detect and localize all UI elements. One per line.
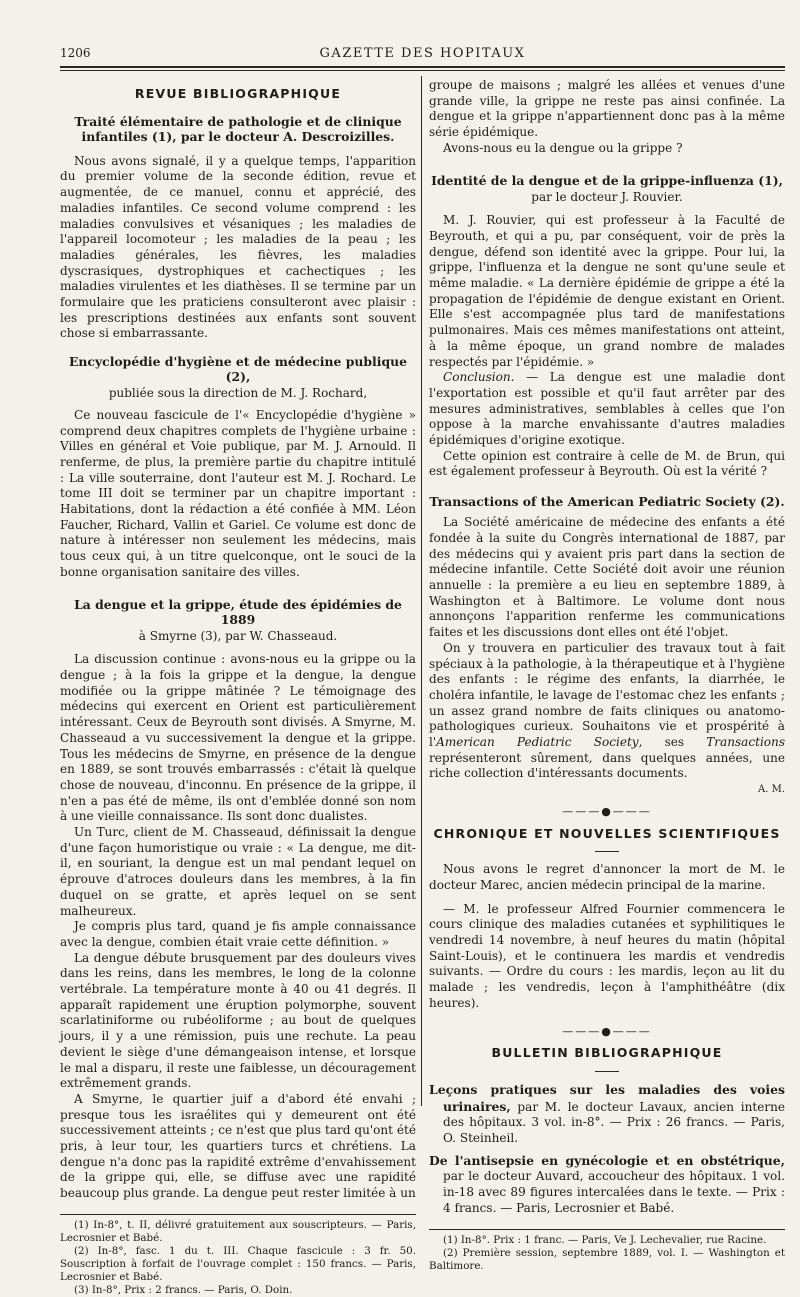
- section-title-chronique: CHRONIQUE ET NOUVELLES SCIENTIFIQUES: [433, 825, 781, 841]
- signature: A. M.: [758, 784, 785, 796]
- header-rule: [60, 66, 785, 68]
- conclusion-label: Conclusion.: [443, 370, 515, 385]
- entry-title-encyclopedie: Encyclopédie d'hygiène et de médecine publique (2),: [68, 354, 408, 385]
- entry-body-traite: Nous avons signalé, il y a quelque temps, l'apparition du premier volume de la seconde édition, revue et augmentée, de ce manuel, connu et apprécié, des maladies infantiles. Ce second volume comprend : les maladies convulsives et vésaniques ; les maladies de l'appareil locomoteur ; les maladies de la peau ; les maladies générales, les fièvres, les maladies dyscrasiques, dystrophiques et cachectiques ; les maladies virulentes et les diathèses. Il se termine par un formulaire que les praticiens consulteront avec plaisir : les prescriptions destinées aux enfants sont souvent chose si embarrassante.: [60, 153, 416, 341]
- entry-subtitle-dengue: à Smyrne (3), par W. Chasseaud.: [138, 628, 338, 643]
- entry-subtitle-encyclopedie: publiée sous la direction de M. J. Rochard,: [108, 386, 368, 401]
- footnote-rule: [60, 1214, 416, 1215]
- bulletin-item: De l'antisepsie en gynécologie et en obstétrique, par le docteur Auvard, accoucheur des hôpitaux. 1 vol. in-18 avec 89 figures intercalées dans le texte. — Prix : 4 francs. — Paris, Lecrosnier et Babé.: [429, 1152, 785, 1215]
- paragraph: Je compris plus tard, quand je fis ample connaissance avec la dengue, combien était vraie cette définition. »: [60, 919, 416, 949]
- footnote: (3) In-8°, Prix : 2 francs. — Paris, O. Doin.: [74, 1283, 293, 1296]
- journal-title: GAZETTE DES HOPITAUX: [319, 46, 526, 61]
- paragraph: Cette opinion est contraire à celle de M. de Brun, qui est également professeur à Beyrouth. Où est la vérité ?: [429, 448, 785, 479]
- paragraph: — M. le professeur Alfred Fournier commencera le cours clinique des maladies cutanées et syphilitiques le vendredi 14 novembre, à neuf heures du matin (hôpital Saint-Louis), et le continuera les mardis et vendredis suivants. — Ordre du cours : les mardis, leçon au lit du malade ; les vendredis, leçon à l'amphithéâtre (dix heures).: [429, 901, 785, 1010]
- paragraph: La discussion continue : avons-nous eu la grippe ou la dengue ; à la fois la grippe et la dengue, la dengue modifiée ou la grippe mâtinée ? Le témoignage des médecins qui exercent en Orient est particulièrement intéressant. Ceux de Beyrouth sont divisés. A Smyrne, M. Chasseaud a vu successivement la dengue et la grippe. Tous les médecins de Smyrne, en présence de la dengue en 1889, se sont trouvés embarrassés : c'était là quelque chose de nouveau, d'inconnu. En présence de la grippe, il n'en a pas été de même, ils ont d'emblée donné son nom à une vieille connaissance. Ils sont donc dualistes.: [60, 652, 416, 824]
- paragraph: Un Turc, client de M. Chasseaud, définissait la dengue d'une façon humoristique ou vraie : « La dengue, me dit-il, en souriant, la dengue est un mal pendant lequel on éprouve d'atroces douleurs dans les membres, à la fin duquel on se gratte, et après lequel on se sent malheureux.: [60, 825, 416, 918]
- column-divider: [421, 76, 422, 1106]
- short-rule: [595, 851, 619, 852]
- paragraph: groupe de maisons ; malgré les allées et venues d'une grande ville, la grippe ne reste pas ainsi confinée. La dengue et la grippe n'appartiennent donc pas à la même série épidémique.: [429, 78, 785, 140]
- section-title-bulletin: BULLETIN BIBLIOGRAPHIQUE: [491, 1045, 723, 1061]
- paragraph: On y trouvera en particulier des travaux tout à fait spéciaux à la pathologie, à la thérapeutique et à l'hygiène des enfants : le régime des enfants, la diarrhée, le choléra infantile, le lavage de l'estomac chez les enfants ; un assez grand nombre de faits cliniques ou anatomo-pathologiques curieux. Souhaitons vie et prospérité à l'American Pediatric Society, ses Transactions représenteront sûrement, dans quelques années, une riche collection d'intéressants documents.: [429, 640, 785, 781]
- entry-title-identite: Identité de la dengue et de la grippe-influenza (1),: [431, 172, 783, 188]
- footnote: (2) In-8°, fasc. 1 du t. III. Chaque fascicule : 3 fr. 50. Souscription à forfait de l'ouvrage complet : 150 francs. — Paris, Lecrosnier et Babé.: [60, 1244, 416, 1283]
- short-rule: [595, 1071, 619, 1072]
- footnote: (1) In-8°, t. II, délivré gratuitement aux souscripteurs. — Paris, Lecrosnier et Babé.: [60, 1218, 416, 1244]
- entry-title-transactions: Transactions of the American Pediatric Society (2).: [429, 494, 785, 510]
- footnote: (1) In-8°. Prix : 1 franc. — Paris, Ve J. Lechevalier, rue Racine.: [443, 1233, 767, 1246]
- footnote: (2) Première session, septembre 1889, vol. I. — Washington et Baltimore.: [429, 1246, 785, 1272]
- paragraph-conclusion: Conclusion. — La dengue est une maladie dont l'exportation est possible et qu'il faut arrêter par des mesures administratives, semblables à celles que l'on oppose à la marche envahissante d'autres maladies épidémiques d'origine exotique.: [429, 370, 785, 448]
- right-column: [429, 78, 785, 1273]
- section-title-revue: REVUE BIBLIOGRAPHIQUE: [134, 86, 342, 101]
- paragraph: Avons-nous eu la dengue ou la grippe ?: [443, 140, 683, 155]
- entry-title-dengue: La dengue et la grippe, étude des épidémies de 1889: [74, 596, 402, 627]
- entry-subtitle-identite: par le docteur J. Rouvier.: [531, 189, 683, 204]
- page-number: 1206: [60, 46, 91, 60]
- ornament-divider: ———●———: [562, 804, 652, 818]
- bulletin-item: Leçons pratiques sur les maladies des voies urinaires, par M. le docteur Lavaux, ancien interne des hôpitaux. 3 vol. in-8°. — Prix : 26 francs. — Paris, O. Steinheil.: [429, 1081, 785, 1146]
- ornament-divider: ———●———: [562, 1024, 652, 1038]
- header-rule-thin: [60, 70, 785, 71]
- entry-title-traite: Traité élémentaire de pathologie et de clinique infantiles (1), par le docteur A. Descroizilles.: [74, 113, 402, 144]
- entry-body-encyclopedie: Ce nouveau fascicule de l'« Encyclopédie d'hygiène » comprend deux chapitres complets de l'hygiène urbaine : Villes en général et Voie publique, par M. J. Arnould. Il renferme, de plus, la première partie du chapitre intitulé : La ville souterraine, dont l'auteur est M. J. Rochard. Le tome III doit se terminer par un chapitre important : Habitations, dont la rédaction a été confiée à MM. Léon Faucher, Richard, Vallin et Gariel. Ce volume est donc de nature à intéresser non seulement les médecins, mais tous ceux qui, à un titre quelconque, ont le souci de la bonne organisation sanitaire des villes.: [60, 407, 416, 579]
- paragraph: Nous avons le regret d'annoncer la mort de M. le docteur Marec, ancien médecin principal de la marine.: [429, 862, 785, 892]
- paragraph: La dengue débute brusquement par des douleurs vives dans les reins, dans les membres, le long de la colonne vertébrale. La température monte à 40 ou 41 degrés. Il apparaît rapidement une éruption polymorphe, souvent scarlatiniforme ou rubéoliforme ; au bout de quelques jours, il y a une rémission, puis une rechute. La peau devient le siège d'une démangeaison intense, et lorsque le mal a disparu, il reste une faiblesse, un découragement extrêmement grands.: [60, 950, 416, 1091]
- footnote-rule: [429, 1229, 785, 1230]
- left-column: [60, 78, 416, 1297]
- paragraph: A Smyrne, le quartier juif a d'abord été envahi ; presque tous les israélites qui y demeurent ont été successivement atteints ; ce n'est que plus tard qu'ont été pris, à leur tour, les quartiers turcs et chrétiens. La dengue n'a donc pas la rapidité extrême d'envahissement de la grippe qui, elle, se diffuse avec une rapidité beaucoup plus grande. La dengue peut rester limitée à un: [60, 1091, 416, 1201]
- page-header: [60, 44, 785, 68]
- paragraph: M. J. Rouvier, qui est professeur à la Faculté de Beyrouth, et qui a pu, par conséquent, voir de près la dengue, défend son identité avec la grippe. Pour lui, la grippe, l'influenza et la dengue ne sont qu'une seule et même maladie. « La dernière épidémie de grippe a été la propagation de l'épidémie de dengue existant en Orient. Elle s'est accompagnée plus tard de manifestations pulmonaires. Mais ces mêmes manifestations ont atteint, à la même époque, un grand nombre de malades respectés par l'épidémie. »: [429, 213, 785, 369]
- paragraph: La Société américaine de médecine des enfants a été fondée à la suite du Congrès international de 1887, par des médecins qui y avaient pris part dans la section de médecine infantile. Cette Société doit avoir une réunion annuelle : la première a eu lieu en septembre 1889, à Washington et à Baltimore. Le volume dont nous annonçons l'apparition renferme les communications faites et les discussions dont elles ont été l'objet.: [429, 515, 785, 640]
